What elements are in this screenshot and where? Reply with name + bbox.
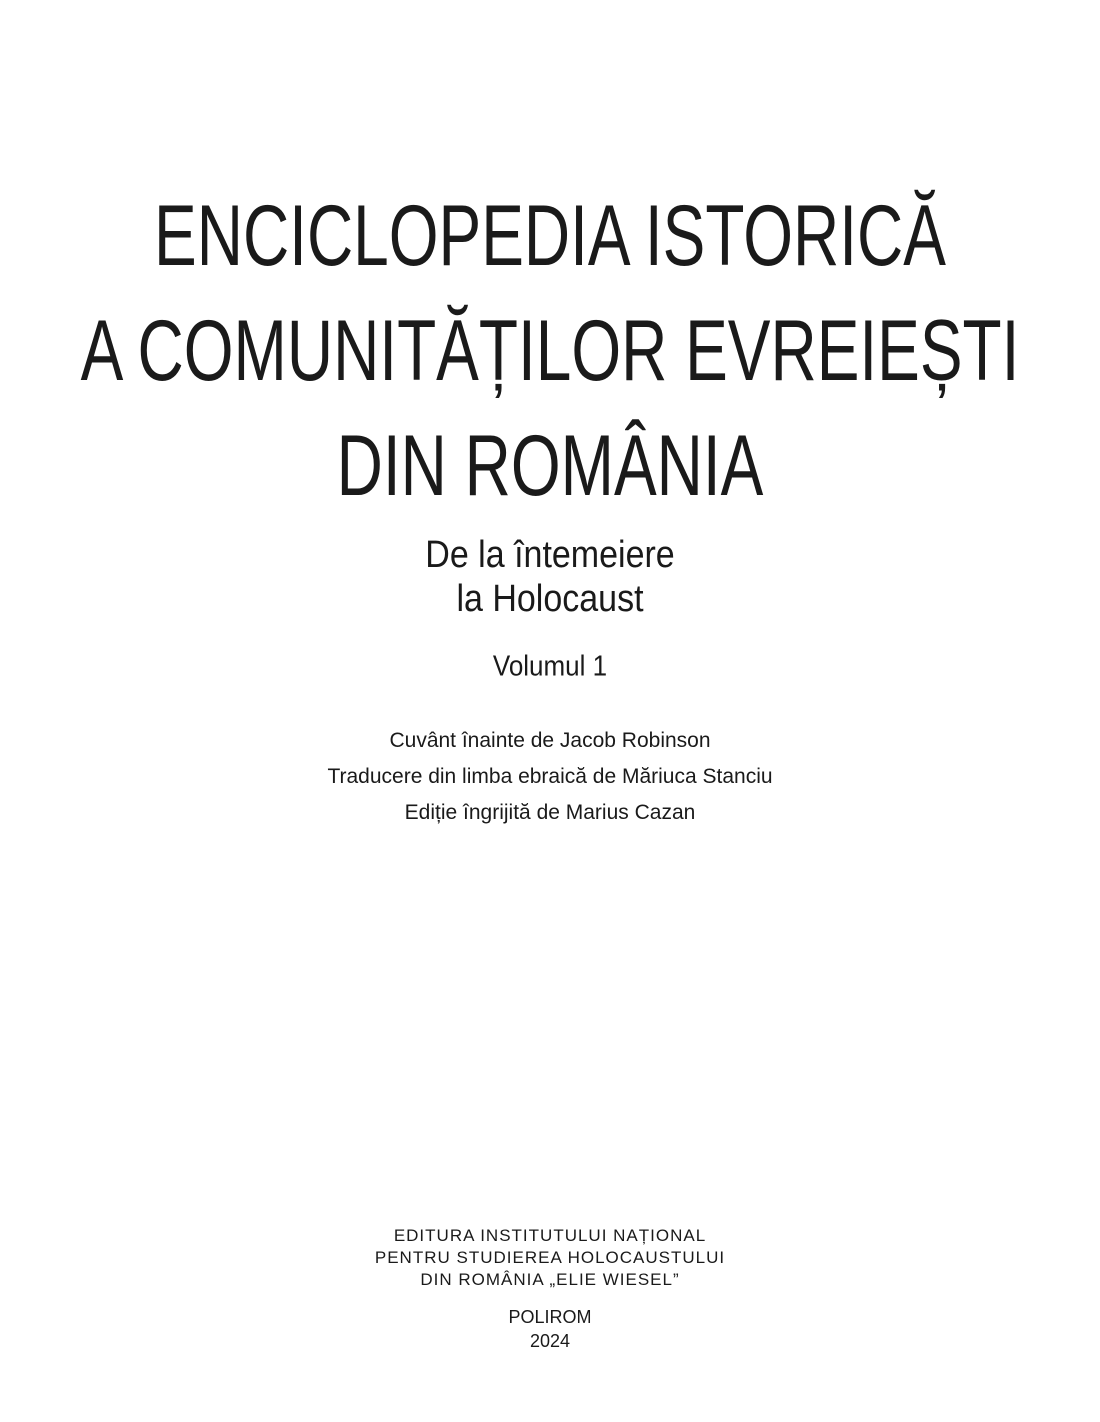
book-title-line-1: ENCICLOPEDIA ISTORICĂ	[154, 186, 946, 285]
publisher-line-1: EDITURA INSTITUTULUI NAȚIONAL	[393, 1226, 707, 1245]
publisher-line-2: PENTRU STUDIEREA HOLOCAUSTULUI	[374, 1248, 726, 1267]
volume-label: Volumul 1	[492, 649, 608, 683]
edition-credit: Ediție îngrijită de Marius Cazan	[404, 801, 696, 824]
imprint-year: 2024	[529, 1331, 571, 1351]
translation-credit: Traducere din limba ebraică de Măriuca Stanciu	[327, 765, 773, 788]
publisher-block	[0, 1225, 1100, 1291]
book-subtitle-line-1: De la întemeiere	[425, 533, 675, 576]
book-title-line-2: A COMUNITĂȚILOR EVREIEȘTI	[80, 301, 1020, 400]
book-subtitle	[0, 530, 1100, 618]
book-title-line-3: DIN ROMÂNIA	[336, 416, 764, 515]
publisher-line-3: DIN ROMÂNIA „ELIE WIESEL”	[420, 1270, 680, 1289]
book-title	[0, 168, 1100, 513]
book-subtitle-line-2: la Holocaust	[456, 577, 644, 620]
foreword-credit: Cuvânt înainte de Jacob Robinson	[389, 729, 711, 752]
imprint-name: POLIROM	[508, 1307, 592, 1327]
imprint-block	[0, 1305, 1100, 1353]
credits	[0, 723, 1100, 831]
